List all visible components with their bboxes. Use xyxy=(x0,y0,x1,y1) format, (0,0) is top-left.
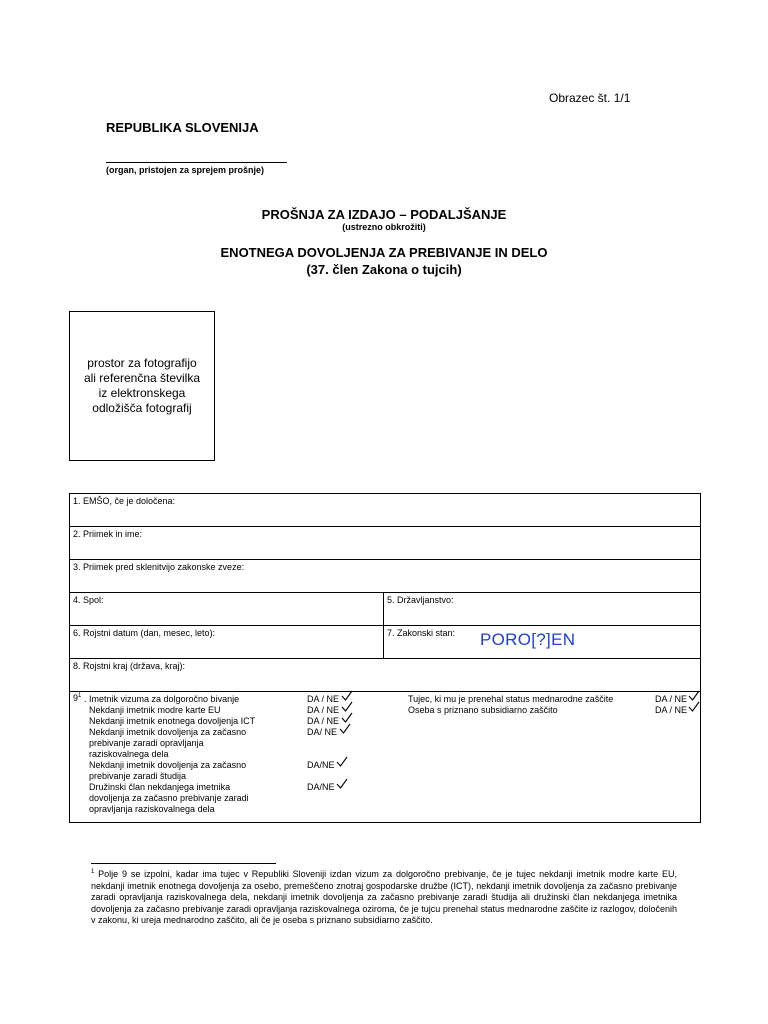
section9-item-family-value[interactable]: DA/NE xyxy=(307,782,335,792)
section9-item-visa-label: . Imetnik vizuma za dolgoročno bivanje xyxy=(84,694,240,704)
marital-status-value: PORO[?]EN xyxy=(480,630,576,649)
organ-label: (organ, pristojen za sprejem prošnje) xyxy=(106,165,265,175)
section9-item-bluecard-label: Nekdanji imetnik modre karte EU xyxy=(89,705,221,715)
section9-item-subsidiary-value[interactable]: DA / NE xyxy=(655,705,688,715)
form-row-birthdate-marital xyxy=(70,626,700,659)
section9-item-study-label: Nekdanji imetnik dovoljenja za začasno prebivanje zaradi študija xyxy=(89,760,247,781)
form-row-sex-citizenship xyxy=(70,593,700,626)
field-sex-label: 4. Spol: xyxy=(73,595,104,605)
footnote-number: 1 xyxy=(91,869,95,875)
form-row-name xyxy=(70,527,700,560)
field-birth-date[interactable] xyxy=(70,626,384,658)
field-citizenship-label: 5. Državljanstvo: xyxy=(387,595,454,605)
field-maiden-name[interactable] xyxy=(70,560,700,592)
legal-basis: (37. člen Zakona o tujcih) xyxy=(306,262,462,277)
field-marital-status-label: 7. Zakonski stan: xyxy=(387,628,456,638)
photo-placeholder-text: prostor za fotografijo ali referenčna številka iz elektronskega odložišča fotografij xyxy=(83,356,201,415)
field-sex[interactable] xyxy=(70,593,384,625)
section9-item-family-label: Družinski član nekdanjega imetnika dovoljenja za začasno prebivanje zaradi opravljanja raziskovalnega dela xyxy=(89,782,249,814)
document-title: PROŠNJA ZA IZDAJO – PODALJŠANJE xyxy=(261,207,507,222)
document-subtitle: ENOTNEGA DOVOLJENJA ZA PREBIVANJE IN DELO xyxy=(220,245,548,260)
section9-item-visa-value[interactable]: DA / NE xyxy=(307,694,340,704)
field-maiden-name-label: 3. Priimek pred sklenitvijo zakonske zveze: xyxy=(73,562,245,572)
applicant-form-table xyxy=(69,493,701,823)
section9-item-research-label: Nekdanji imetnik dovoljenja za začasno prebivanje zaradi opravljanja raziskovalnega dela xyxy=(89,727,247,759)
checkmark-icon xyxy=(688,701,700,713)
field-citizenship[interactable] xyxy=(384,593,700,625)
field-emso-label: 1. EMŠO, če je določena: xyxy=(73,496,176,506)
title-note: (ustrezno obkrožiti) xyxy=(342,222,426,232)
section9-number: $9^1$ xyxy=(73,693,82,703)
section9-item-subsidiary-label: Oseba s priznano subsidiarno zaščito xyxy=(408,705,558,715)
checkmark-icon xyxy=(336,778,348,790)
section9-item-protection-value[interactable]: DA / NE xyxy=(655,694,688,704)
section9-item-research-value[interactable]: DA/ NE xyxy=(307,727,338,737)
field-emso[interactable] xyxy=(70,494,700,526)
form-row-maiden-name xyxy=(70,560,700,593)
section9-item-ict-value[interactable]: DA / NE xyxy=(307,716,340,726)
form-number: Obrazec št. 1/1 xyxy=(549,91,631,105)
checkmark-icon xyxy=(336,756,348,768)
section9-block xyxy=(70,692,700,822)
field-birth-place-label: 8. Rojstni kraj (država, kraj): xyxy=(73,661,186,671)
photo-placeholder[interactable] xyxy=(69,311,215,461)
field-birth-date-label: 6. Rojstni datum (dan, mesec, leto): xyxy=(73,628,216,638)
republic-heading: REPUBLIKA SLOVENIJA xyxy=(106,120,259,135)
field-surname-name-label: 2. Priimek in ime: xyxy=(73,529,143,539)
checkmark-icon xyxy=(339,723,351,735)
field-marital-status[interactable] xyxy=(384,626,700,658)
organ-signature-line xyxy=(106,162,287,163)
footnote-separator xyxy=(91,863,276,864)
section9-item-ict-label: Nekdanji imetnik enotnega dovoljenja ICT xyxy=(89,716,256,726)
field-birth-place[interactable] xyxy=(70,659,700,691)
footnote xyxy=(91,869,677,927)
field-surname-name[interactable] xyxy=(70,527,700,559)
section9-item-study-value[interactable]: DA/NE xyxy=(307,760,335,770)
form-row-section9 xyxy=(70,692,700,822)
form-row-emso xyxy=(70,494,700,527)
section9-item-protection-label: Tujec, ki mu je prenehal status mednarodne zaščite xyxy=(408,694,614,704)
section9-item-bluecard-value[interactable]: DA / NE xyxy=(307,705,340,715)
footnote-text: Polje 9 se izpolni, kadar ima tujec v Republiki Sloveniji izdan vizum za dolgoročno prebivanje, če je tujec nekdanji imetnik modre karte EU, nekdanji imetnik enotnega dovoljenja za osebo, premeščeno znotraj gospodarske družbe (ICT), nekdanji imetnik dovoljenja za začasno prebivanje zaradi opravljanja raziskovalnega dela, nekdanji imetnik dovoljenja za začasno prebivanje zaradi študija ali družinski član nekdanjega imetnika dovoljenja za začasno prebivanje zaradi opravljanja raziskovalnega oziroma, če je tujcu prenehal status mednarodne zaščite iz razlogov, določenih v zakonu, ki ureja mednarodno zaščito, ali če je oseba s priznano subsidiarno zaščito. xyxy=(91,869,677,925)
form-row-birthplace xyxy=(70,659,700,692)
